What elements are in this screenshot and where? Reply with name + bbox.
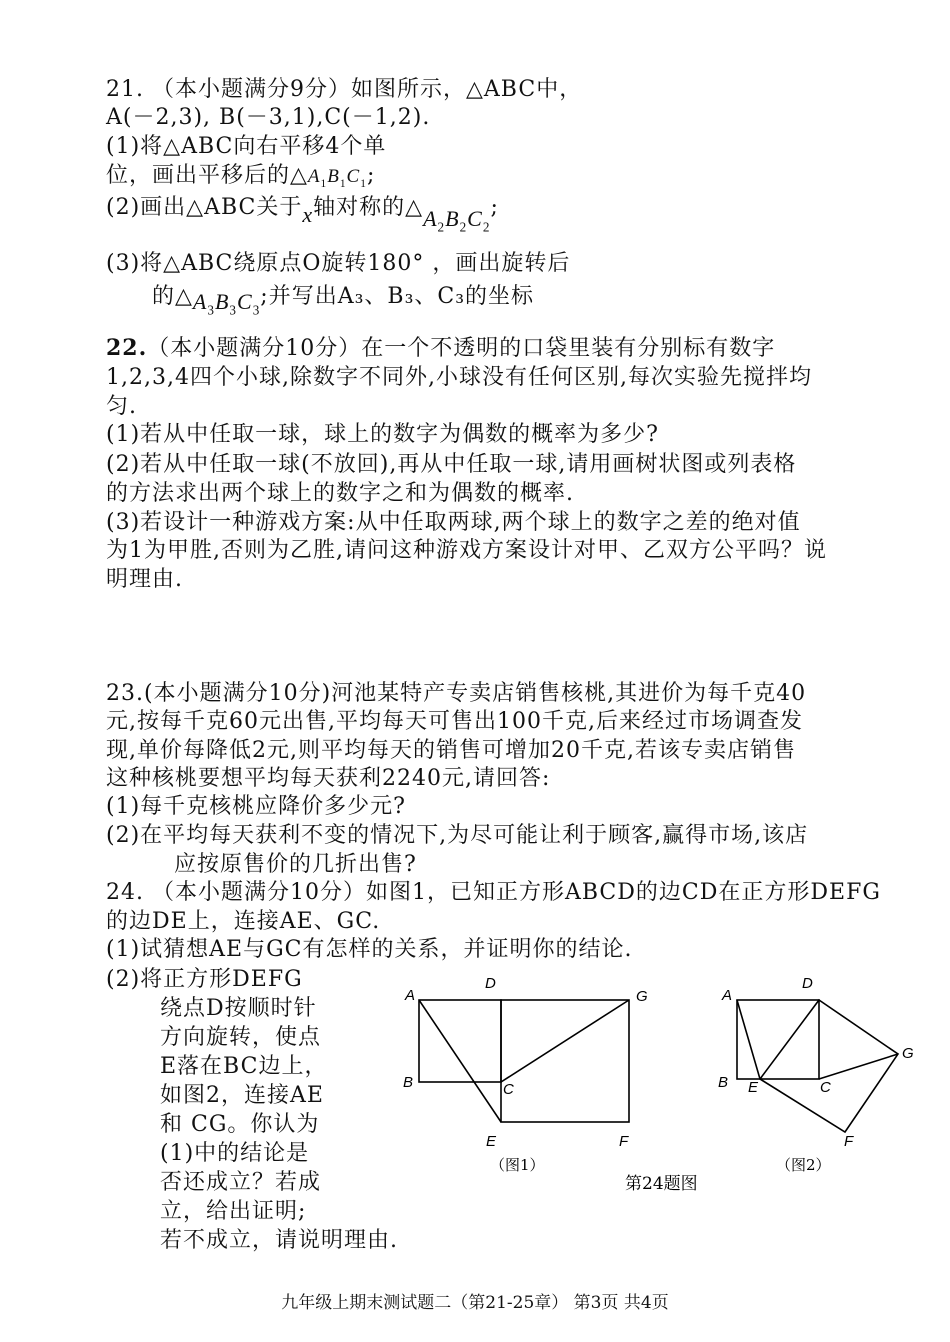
q24-line-12: 立，给出证明;: [160, 1199, 307, 1224]
figure-1-geometry: [419, 1000, 629, 1122]
fig1-segment-ae: [419, 1000, 501, 1122]
fig1-label-g: G: [636, 988, 648, 1005]
q24-line-8: 如图2，连接AE: [160, 1083, 324, 1108]
q22-number: 22.: [106, 335, 148, 361]
triangle-a3b3c3: $A_3B_3C_3$: [192, 289, 261, 318]
q23-line-6: (2)在平均每天获利不变的情况下,为尽可能让利于顾客,赢得市场,该店: [106, 823, 809, 848]
fig2-label-c: C: [820, 1079, 831, 1096]
q23-line-1: 23.(本小题满分10分)河池某特产专卖店销售核桃,其进价为每千克40: [106, 681, 807, 706]
q24-line-1: 24. （本小题满分10分）如图1，已知正方形ABCD的边CD在正方形DEFG: [106, 880, 881, 905]
q21-line-3: (1)将△ABC向右平移4个单: [106, 134, 387, 159]
triangle-a2b2c2: $A_2B_2C_2$: [423, 206, 491, 235]
q24-line-4: (2)将正方形DEFG: [106, 967, 303, 992]
q21-line-4-text: 位，画出平移后的△: [106, 163, 308, 188]
fig2-segment-ae: [737, 1000, 760, 1079]
q21-line-7-end: ;并写出A₃、B₃、C₃的坐标: [260, 284, 535, 309]
fig1-square-abcd: [419, 1000, 501, 1082]
q22-line-5: (2)若从中任取一球(不放回),再从中任取一球,请用画树状图或列表格: [106, 452, 797, 477]
q24-line-7: E落在BC边上，: [160, 1054, 328, 1079]
fig2-label-g: G: [902, 1045, 914, 1062]
q21-line-4-end: ;: [366, 163, 376, 188]
q22-line-8: 为1为甲胜,否则为乙胜,请问这种游戏方案设计对甲、乙双方公平吗？说: [106, 538, 827, 563]
fig2-label-f: F: [844, 1133, 854, 1150]
fig1-caption: （图1）: [490, 1156, 545, 1174]
fig1-label-c: C: [503, 1081, 514, 1098]
triangle-a1b1c1: $A_1B_1C_1$: [307, 166, 367, 190]
q22-line-9: 明理由.: [106, 567, 183, 592]
fig2-label-d: D: [802, 975, 813, 992]
page-footer: 九年级上期末测试题二（第21-25章） 第3页 共4页: [281, 1293, 669, 1313]
q22-line-2: 1,2,3,4四个小球,除数字不同外,小球没有任何区别,每次实验先搅拌均: [106, 365, 812, 390]
q23-line-2: 元,按每千克60元出售,平均每天可售出100千克,后来经过市场调查发: [106, 709, 803, 734]
q22-line-7: (3)若设计一种游戏方案:从中任取两球,两个球上的数字之差的绝对值: [106, 510, 801, 535]
fig2-square-abcd: [737, 1000, 819, 1079]
q21-line-2: A(－2,3), B(－3,1),C(－1,2).: [106, 105, 431, 130]
q23-line-7: 应按原售价的几折出售?: [174, 852, 417, 877]
q21-line-5-mid: 轴对称的△: [313, 195, 424, 220]
fig1-label-f: F: [619, 1133, 629, 1150]
q22-line-4: (1)若从中任取一球，球上的数字为偶数的概率为多少?: [106, 422, 659, 447]
q22-line-6: 的方法求出两个球上的数字之和为偶数的概率.: [106, 481, 574, 506]
q23-line-5: (1)每千克核桃应降价多少元?: [106, 794, 406, 819]
q24-line-13: 若不成立，请说明理由.: [160, 1228, 398, 1253]
figure-title: 第24题图: [625, 1174, 698, 1194]
figure-2-labels: [718, 975, 914, 1150]
q21-line-6: (3)将△ABC绕原点O旋转180° ，画出旋转后: [106, 251, 571, 276]
q21-line-5: [106, 193, 499, 235]
fig2-caption: （图2）: [776, 1156, 831, 1174]
x-axis-var: x: [302, 202, 314, 227]
fig1-square-defg: [501, 1000, 629, 1122]
q24-line-10: (1)中的结论是: [160, 1141, 310, 1166]
fig1-label-b: B: [403, 1074, 414, 1091]
q23-line-4: 这种核桃要想平均每天获利2240元,请回答:: [106, 766, 551, 791]
fig1-label-d: D: [485, 975, 496, 992]
q24-line-11: 否还成立？若成: [160, 1170, 322, 1195]
q24-line-2: 的边DE上，连接AE、GC.: [106, 909, 381, 934]
fig2-label-a: A: [722, 987, 733, 1004]
q22-line-1-text: （本小题满分10分）在一个不透明的口袋里装有分别标有数字: [147, 336, 776, 361]
q21-line-7: [152, 282, 534, 318]
figure-2-geometry: [737, 1000, 898, 1132]
q24-line-9: 和 CG。你认为: [160, 1112, 320, 1137]
fig2-label-e: E: [748, 1079, 759, 1096]
q23-line-3: 现,单价每降低2元,则平均每天的销售可增加20千克,若该专卖店销售: [106, 738, 796, 763]
figure-1-labels: [403, 975, 648, 1150]
fig1-label-e: E: [486, 1133, 497, 1150]
fig1-label-a: A: [405, 987, 416, 1004]
q21-line-5-text: (2)画出△ABC关于: [106, 195, 303, 220]
q24-line-6: 方向旋转，使点: [160, 1025, 322, 1050]
q24-line-3: (1)试猜想AE与GC有怎样的关系，并证明你的结论.: [106, 937, 633, 962]
q22-line-1: [106, 334, 775, 363]
fig2-label-b: B: [718, 1074, 729, 1091]
q21-line-7-text: 的△: [152, 284, 193, 309]
fig2-segment-gc: [819, 1054, 898, 1079]
q21-line-5-end: ;: [490, 195, 499, 220]
fig1-segment-gc: [501, 1000, 629, 1082]
q21-line-1: 21. （本小题满分9分）如图所示，△ABC中，: [106, 77, 583, 102]
q24-line-5: 绕点D按顺时针: [160, 996, 317, 1021]
fig2-square-defg: [760, 1000, 898, 1132]
q22-line-3: 匀.: [106, 394, 137, 419]
